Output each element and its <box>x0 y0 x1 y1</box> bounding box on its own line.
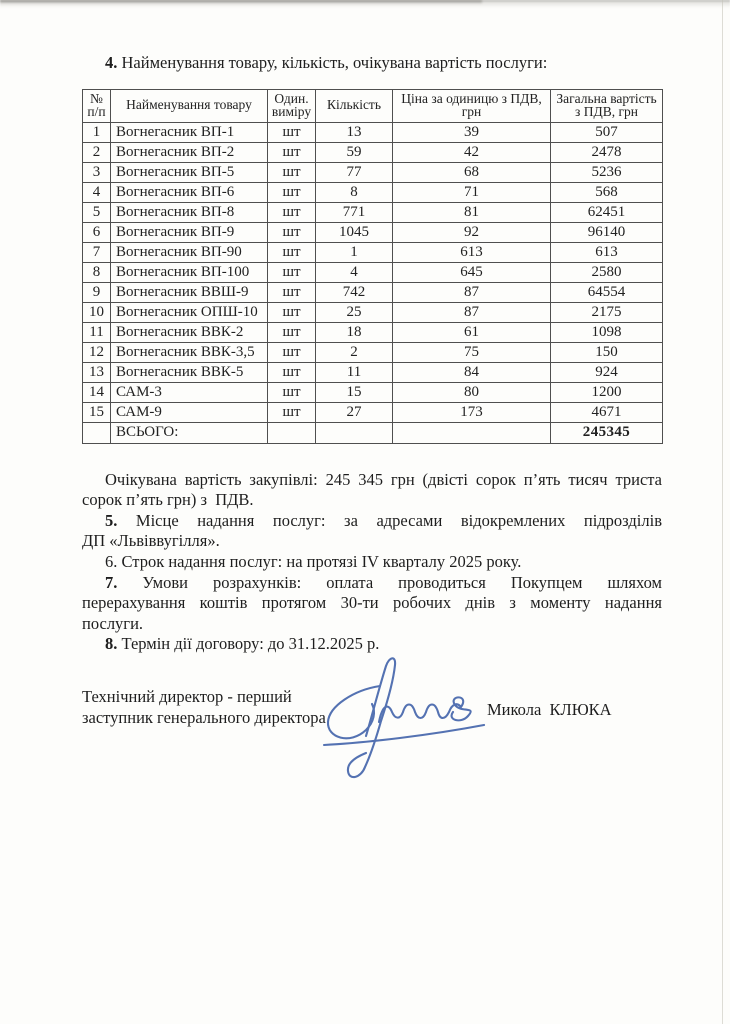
cell-unit: шт <box>268 402 316 422</box>
cell-num: 3 <box>83 162 111 182</box>
cell-qty: 771 <box>316 202 393 222</box>
cell-num: 11 <box>83 322 111 342</box>
cell-name: Вогнегасник ВП-100 <box>111 262 268 282</box>
cell-price: 87 <box>393 302 551 322</box>
cell-name: САМ-3 <box>111 382 268 402</box>
cell-num: 6 <box>83 222 111 242</box>
table-row <box>83 242 663 262</box>
cell-price: 87 <box>393 282 551 302</box>
handwritten-signature <box>316 649 488 785</box>
cell-empty <box>268 422 316 443</box>
cell-name: Вогнегасник ВВШ-9 <box>111 282 268 302</box>
cell-unit: шт <box>268 182 316 202</box>
col-header-num: № п/п <box>83 90 111 123</box>
header-row <box>83 90 663 123</box>
cell-total: 2580 <box>551 262 663 282</box>
cell-unit: шт <box>268 242 316 262</box>
cell-total: 924 <box>551 362 663 382</box>
cell-qty: 27 <box>316 402 393 422</box>
cell-qty: 11 <box>316 362 393 382</box>
table-row <box>83 202 663 222</box>
cell-num: 12 <box>83 342 111 362</box>
table-row <box>83 122 663 142</box>
scan-edge-streak <box>0 0 482 4</box>
paragraph-line: послуги. <box>82 613 144 633</box>
signer-role-line2: заступник генерального директора <box>82 707 326 727</box>
cell-num: 7 <box>83 242 111 262</box>
cell-price: 80 <box>393 382 551 402</box>
table-row <box>83 262 663 282</box>
cell-total: 64554 <box>551 282 663 302</box>
paragraph-number: 7. <box>105 572 118 592</box>
cell-num: 4 <box>83 182 111 202</box>
col-header-name: Найменування товару <box>111 90 268 123</box>
cell-unit: шт <box>268 122 316 142</box>
cell-unit: шт <box>268 382 316 402</box>
scan-edge-artifact-right <box>722 0 723 1024</box>
paragraph-line: перерахування коштів протягом 30-ти робочих днів з моменту надання <box>82 593 662 613</box>
cell-num: 1 <box>83 122 111 142</box>
cell-qty: 4 <box>316 262 393 282</box>
table-row <box>83 322 663 342</box>
cell-empty <box>83 422 111 443</box>
col-header-qty: Кількість <box>316 90 393 123</box>
cell-num: 2 <box>83 142 111 162</box>
cell-qty: 1 <box>316 242 393 262</box>
cell-price: 68 <box>393 162 551 182</box>
paragraph <box>82 470 662 511</box>
cell-price: 173 <box>393 402 551 422</box>
cell-name: Вогнегасник ВВК-5 <box>111 362 268 382</box>
cell-num: 15 <box>83 402 111 422</box>
cell-price: 645 <box>393 262 551 282</box>
cell-price: 71 <box>393 182 551 202</box>
cell-qty: 742 <box>316 282 393 302</box>
cell-total: 1200 <box>551 382 663 402</box>
table-row <box>83 362 663 382</box>
cell-num: 10 <box>83 302 111 322</box>
table-total-row <box>83 422 663 443</box>
cell-unit: шт <box>268 282 316 302</box>
cell-total: 96140 <box>551 222 663 242</box>
total-value: 245345 <box>551 422 663 443</box>
cell-unit: шт <box>268 162 316 182</box>
cell-name: Вогнегасник ВП-6 <box>111 182 268 202</box>
cell-total: 507 <box>551 122 663 142</box>
document-content <box>82 52 662 837</box>
cell-price: 61 <box>393 322 551 342</box>
cell-name: Вогнегасник ВВК-2 <box>111 322 268 342</box>
cell-unit: шт <box>268 202 316 222</box>
table-footer <box>83 422 663 443</box>
goods-table <box>82 89 663 444</box>
cell-total: 613 <box>551 242 663 262</box>
cell-total: 2478 <box>551 142 663 162</box>
goods-table-head <box>83 90 663 123</box>
cell-name: Вогнегасник ВП-9 <box>111 222 268 242</box>
cell-name: Вогнегасник ВП-2 <box>111 142 268 162</box>
cell-total: 150 <box>551 342 663 362</box>
signature-block <box>82 687 662 837</box>
cell-price: 613 <box>393 242 551 262</box>
cell-unit: шт <box>268 142 316 162</box>
cell-unit: шт <box>268 342 316 362</box>
cell-empty <box>393 422 551 443</box>
cell-num: 13 <box>83 362 111 382</box>
cell-qty: 13 <box>316 122 393 142</box>
paragraph-line: сорок п’ять грн) з ПДВ. <box>82 490 254 510</box>
cell-unit: шт <box>268 302 316 322</box>
cell-qty: 25 <box>316 302 393 322</box>
table-row <box>83 302 663 322</box>
cell-price: 39 <box>393 122 551 142</box>
paragraph-line: 5. Місце надання послуг: за адресами відокремлених підрозділів <box>105 510 662 530</box>
cell-name: Вогнегасник ВП-5 <box>111 162 268 182</box>
paragraph <box>82 511 662 552</box>
table-body <box>83 122 663 422</box>
table-row <box>83 342 663 362</box>
table-row <box>83 182 663 202</box>
cell-name: Вогнегасник ВП-8 <box>111 202 268 222</box>
cell-price: 42 <box>393 142 551 162</box>
paragraph-line: 7. Умови розрахунків: оплата проводиться Покупцем шляхом <box>105 572 662 592</box>
cell-unit: шт <box>268 322 316 342</box>
col-header-total: Загальна вартість з ПДВ, грн <box>551 90 663 123</box>
paragraph-line: Очікувана вартість закупівлі: 245 345 грн (двісті сорок п’ять тисяч триста <box>105 469 662 489</box>
cell-qty: 77 <box>316 162 393 182</box>
col-header-unit: Один. виміру <box>268 90 316 123</box>
paragraph-number: 5. <box>105 510 118 530</box>
cell-qty: 15 <box>316 382 393 402</box>
cell-total: 2175 <box>551 302 663 322</box>
cell-empty <box>316 422 393 443</box>
cell-total: 5236 <box>551 162 663 182</box>
cell-total: 62451 <box>551 202 663 222</box>
cell-total: 4671 <box>551 402 663 422</box>
cell-qty: 8 <box>316 182 393 202</box>
cell-name: Вогнегасник ВП-1 <box>111 122 268 142</box>
cell-price: 81 <box>393 202 551 222</box>
cell-unit: шт <box>268 222 316 242</box>
cell-num: 14 <box>83 382 111 402</box>
paragraph-line: 6. Строк надання послуг: на протязі IV кварталу 2025 року. <box>105 551 522 571</box>
cell-name: САМ-9 <box>111 402 268 422</box>
cell-num: 8 <box>83 262 111 282</box>
signer-role-line1: Технічний директор - перший <box>82 686 292 706</box>
cell-total: 1098 <box>551 322 663 342</box>
section-number: 4. <box>105 53 118 72</box>
cell-qty: 18 <box>316 322 393 342</box>
paragraphs <box>82 470 662 655</box>
total-label: ВСЬОГО: <box>111 422 268 443</box>
cell-price: 84 <box>393 362 551 382</box>
table-row <box>83 382 663 402</box>
cell-unit: шт <box>268 362 316 382</box>
paragraph <box>82 573 662 635</box>
paragraph-line: 8. Термін дії договору: до 31.12.2025 р. <box>105 634 380 654</box>
table-row <box>83 142 663 162</box>
cell-num: 5 <box>83 202 111 222</box>
cell-unit: шт <box>268 262 316 282</box>
cell-qty: 59 <box>316 142 393 162</box>
col-header-price: Ціна за одиницю з ПДВ, грн <box>393 90 551 123</box>
cell-total: 568 <box>551 182 663 202</box>
paragraph <box>82 552 662 573</box>
table-row <box>83 222 663 242</box>
cell-name: Вогнегасник ВВК-3,5 <box>111 342 268 362</box>
cell-name: Вогнегасник ОПШ-10 <box>111 302 268 322</box>
paragraph-number: 6. <box>105 551 118 571</box>
cell-num: 9 <box>83 282 111 302</box>
cell-qty: 1045 <box>316 222 393 242</box>
cell-price: 92 <box>393 222 551 242</box>
table-row <box>83 162 663 182</box>
cell-qty: 2 <box>316 342 393 362</box>
cell-price: 75 <box>393 342 551 362</box>
table-row <box>83 402 663 422</box>
table-row <box>83 282 663 302</box>
signer-name: Микола КЛЮКА <box>487 699 612 719</box>
paragraph-line: ДП «Львіввугілля». <box>82 531 220 551</box>
paragraph-number: 8. <box>105 634 118 654</box>
section-heading <box>82 52 662 73</box>
section-heading-text: Найменування товару, кількість, очікувана вартість послуги: <box>121 53 548 72</box>
cell-name: Вогнегасник ВП-90 <box>111 242 268 262</box>
